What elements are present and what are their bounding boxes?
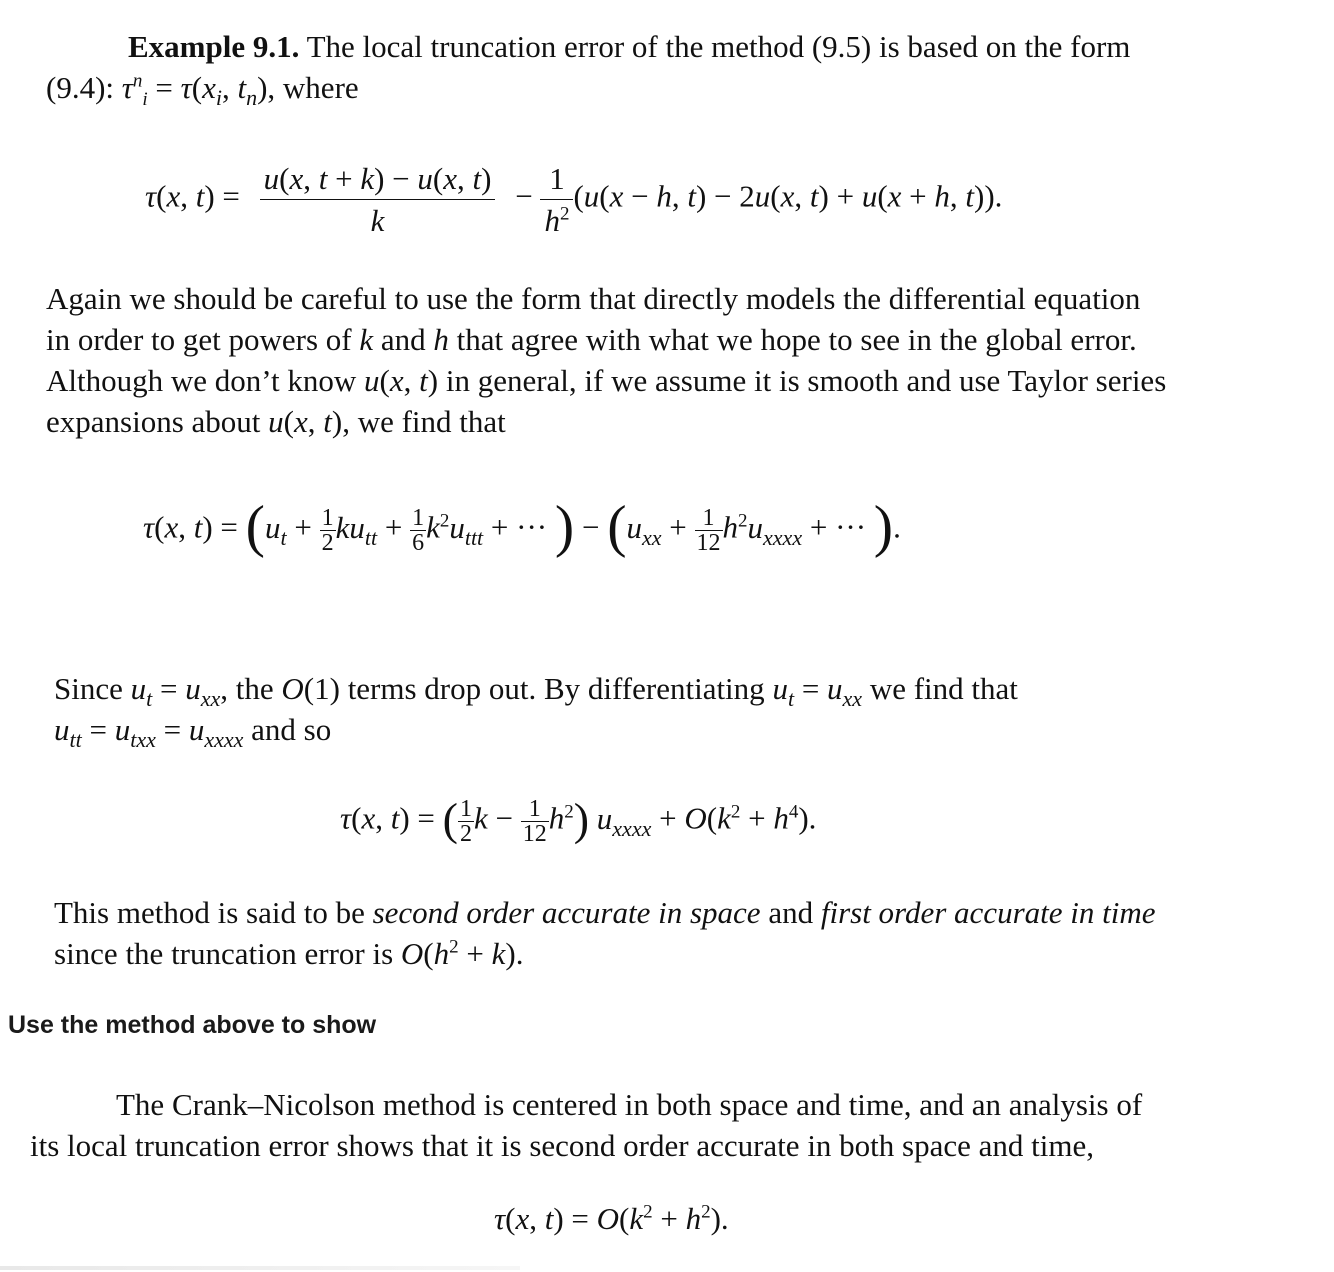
example-intro: The local truncation error of the method (9.5) is based on the form [306,29,1131,64]
paragraph-order [54,892,1156,974]
para1-line4: expansions about u(x, t), we find that [46,404,506,439]
para1-line3: Although we don’t know u(x, t) in general, if we assume it is smooth and use Taylor series [46,363,1167,398]
cn-line1: The Crank–Nicolson method is centered in both space and time, and an analysis of [116,1087,1143,1122]
where-text: , where [267,70,359,105]
para3-line1: This method is said to be second order accurate in space and first order accurate in time [54,895,1156,930]
paragraph-crank-nicolson [30,1084,1142,1166]
equation-ref: (9.4): [46,70,115,105]
equation-taylor-expansion: τ(x, $t) = (u_t$ + $\frac{1}{2}$ $ku_{tt}$ + $\frac{1}{6}$ $k^2u_{ttt}$ + ··· ) − ($u_{xx}$ + $\frac{1}{12}$ $h^2u_{xxxx}$ + ··· ). [143,493,901,559]
para2-line1: Since $u_t = u_{xx}$, the O(1) terms drop out. By differentiating $u_t = u_{xx}$ we find that [54,671,1018,712]
paragraph-since [54,668,1018,753]
equation-truncation-definition: τ(x, t) = $\frac{u(x, t + k) - u(x, t)}{k}$ − $\frac{1}{h^2}$ (u(x − h, t) − 2u(x, t) + u(x + h, t)). [145,158,1002,241]
para2-line2: $u_{tt} = u_{txx} = u_{xxxx}$ and so [54,712,332,753]
prompt-heading: Use the method above to show [8,1011,377,1039]
example-header [128,26,1130,67]
example-label: Example 9.1. [128,29,300,64]
equation-crank-nicolson: τ(x, $t) = O(k^2 + h^2)$. [494,1201,729,1236]
example-intro-line2: (9.4): $\tau^n_i = \tau(x_i$, $t_n$), where [46,70,359,111]
para1-line1: Again we should be careful to use the form that directly models the differential equation [46,281,1141,316]
equation-truncation-result: τ(x, t) = ( $\frac{1}{2}$ k − $\frac{1}{12}$ $h^2$) $u_{xxxx} + O(k^2 + h^4)$. [340,793,817,847]
para3-line2: since the truncation error is $O(h^2 + k)$. [54,936,524,971]
para1-line2: in order to get powers of k and h that agree with what we hope to see in the global error. [46,322,1137,357]
cn-line2: its local truncation error shows that it is second order accurate in both space and time, [30,1128,1094,1163]
paragraph-careful [46,278,1166,442]
bottom-fade-bar [0,1266,520,1270]
